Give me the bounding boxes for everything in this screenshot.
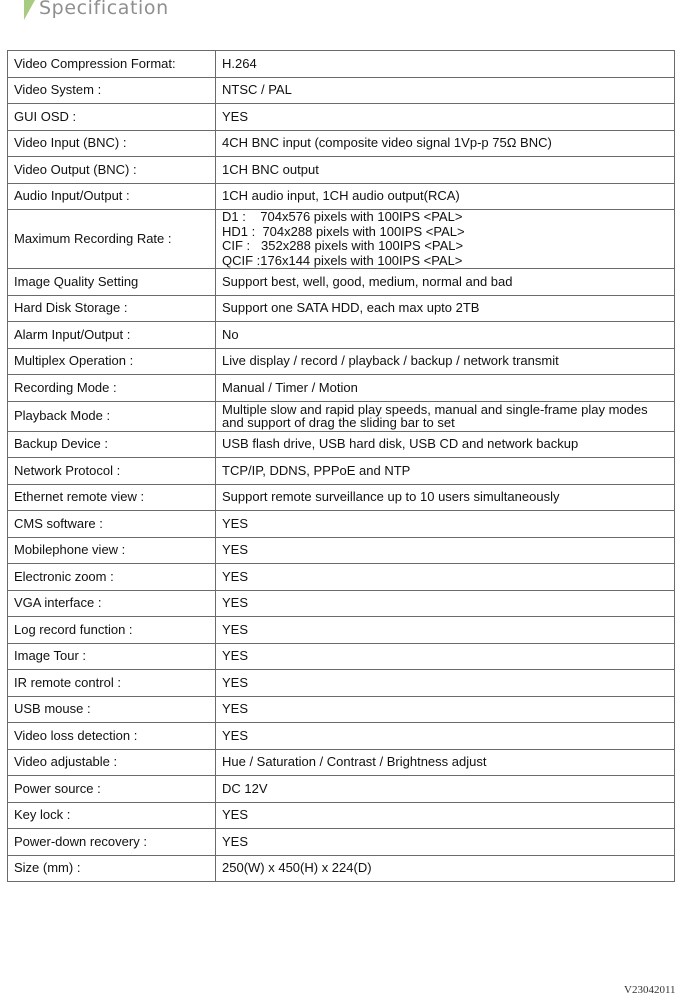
spec-label: Power-down recovery : <box>8 829 216 856</box>
playback-mode-line-2: and support of drag the sliding bar to set <box>222 415 455 430</box>
spec-value: YES <box>216 104 675 131</box>
spec-value: DC 12V <box>216 776 675 803</box>
spec-label: Video loss detection : <box>8 723 216 750</box>
spec-label: Image Tour : <box>8 643 216 670</box>
spec-label: Recording Mode : <box>8 375 216 402</box>
page-title: Specification <box>39 0 169 19</box>
spec-value: YES <box>216 802 675 829</box>
spec-value: Hue / Saturation / Contrast / Brightness adjust <box>216 749 675 776</box>
specification-table <box>7 50 675 882</box>
spec-row-video-loss-detection <box>8 723 675 750</box>
spec-label: Power source : <box>8 776 216 803</box>
spec-row-audio-input-output <box>8 183 675 210</box>
spec-row-video-input <box>8 130 675 157</box>
spec-value: Live display / record / playback / backup / network transmit <box>216 348 675 375</box>
spec-label: Network Protocol : <box>8 458 216 485</box>
spec-value: 4CH BNC input (composite video signal 1Vp-p 75Ω BNC) <box>216 130 675 157</box>
spec-label: Alarm Input/Output : <box>8 322 216 349</box>
spec-value: YES <box>216 511 675 538</box>
spec-value: NTSC / PAL <box>216 77 675 104</box>
spec-row-alarm-input-output <box>8 322 675 349</box>
spec-row-backup-device <box>8 431 675 458</box>
spec-row-key-lock <box>8 802 675 829</box>
recording-rate-line-hd1: HD1 : 704x288 pixels with 100IPS <PAL> <box>222 223 465 239</box>
spec-row-power-source <box>8 776 675 803</box>
spec-row-size <box>8 855 675 882</box>
spec-label: Video adjustable : <box>8 749 216 776</box>
version-code: V23042011 <box>624 984 676 996</box>
spec-value: Support best, well, good, medium, normal and bad <box>216 269 675 296</box>
spec-value: 1CH BNC output <box>216 157 675 184</box>
recording-rate-line-cif: CIF : 352x288 pixels with 100IPS <PAL> <box>222 238 464 253</box>
spec-label: Video Output (BNC) : <box>8 157 216 184</box>
spec-value <box>216 210 675 269</box>
spec-row-video-system <box>8 77 675 104</box>
spec-row-video-output <box>8 157 675 184</box>
spec-value: TCP/IP, DDNS, PPPoE and NTP <box>216 458 675 485</box>
spec-value: YES <box>216 723 675 750</box>
spec-label: CMS software : <box>8 511 216 538</box>
spec-row-ir-remote-control <box>8 670 675 697</box>
spec-row-usb-mouse <box>8 696 675 723</box>
spec-row-maximum-recording-rate <box>8 210 675 269</box>
spec-label: Video Input (BNC) : <box>8 130 216 157</box>
spec-row-video-adjustable <box>8 749 675 776</box>
spec-label: Electronic zoom : <box>8 564 216 591</box>
spec-value: YES <box>216 590 675 617</box>
spec-label: Maximum Recording Rate : <box>8 210 216 269</box>
spec-row-image-quality-setting <box>8 269 675 296</box>
spec-label: Audio Input/Output : <box>8 183 216 210</box>
spec-label: GUI OSD : <box>8 104 216 131</box>
spec-value: Support remote surveillance up to 10 users simultaneously <box>216 484 675 511</box>
spec-row-electronic-zoom <box>8 564 675 591</box>
spec-value: YES <box>216 564 675 591</box>
spec-label: VGA interface : <box>8 590 216 617</box>
spec-label: Video Compression Format: <box>8 51 216 78</box>
spec-value: YES <box>216 696 675 723</box>
spec-label: Log record function : <box>8 617 216 644</box>
spec-value: YES <box>216 617 675 644</box>
spec-value: YES <box>216 643 675 670</box>
spec-row-ethernet-remote-view <box>8 484 675 511</box>
recording-rate-line-qcif: QCIF :176x144 pixels with 100IPS <PAL> <box>222 252 463 268</box>
spec-label: Backup Device : <box>8 431 216 458</box>
spec-row-playback-mode <box>8 401 675 431</box>
spec-value: Manual / Timer / Motion <box>216 375 675 402</box>
spec-label: Hard Disk Storage : <box>8 295 216 322</box>
accent-slash-icon <box>24 0 35 20</box>
spec-row-log-record-function <box>8 617 675 644</box>
spec-label: Key lock : <box>8 802 216 829</box>
spec-row-image-tour <box>8 643 675 670</box>
playback-mode-line-1: Multiple slow and rapid play speeds, manual and single-frame play modes <box>222 401 648 417</box>
recording-rate-line-d1: D1 : 704x576 pixels with 100IPS <PAL> <box>222 209 463 224</box>
spec-value: 250(W) x 450(H) x 224(D) <box>216 855 675 882</box>
spec-row-vga-interface <box>8 590 675 617</box>
spec-value: 1CH audio input, 1CH audio output(RCA) <box>216 183 675 210</box>
spec-label: Image Quality Setting <box>8 269 216 296</box>
spec-label: Mobilephone view : <box>8 537 216 564</box>
spec-row-gui-osd <box>8 104 675 131</box>
spec-row-recording-mode <box>8 375 675 402</box>
spec-label: Size (mm) : <box>8 855 216 882</box>
spec-value: No <box>216 322 675 349</box>
spec-value: USB flash drive, USB hard disk, USB CD and network backup <box>216 431 675 458</box>
spec-row-power-down-recovery <box>8 829 675 856</box>
spec-label: Playback Mode : <box>8 401 216 431</box>
spec-label: USB mouse : <box>8 696 216 723</box>
spec-row-cms-software <box>8 511 675 538</box>
spec-row-video-compression-format <box>8 51 675 78</box>
spec-label: IR remote control : <box>8 670 216 697</box>
spec-row-hard-disk-storage <box>8 295 675 322</box>
spec-value <box>216 401 675 431</box>
spec-value: H.264 <box>216 51 675 78</box>
spec-row-mobilephone-view <box>8 537 675 564</box>
spec-label: Multiplex Operation : <box>8 348 216 375</box>
spec-label: Ethernet remote view : <box>8 484 216 511</box>
spec-value: YES <box>216 537 675 564</box>
spec-value: YES <box>216 829 675 856</box>
spec-label: Video System : <box>8 77 216 104</box>
spec-value: Support one SATA HDD, each max upto 2TB <box>216 295 675 322</box>
spec-row-network-protocol <box>8 458 675 485</box>
spec-row-multiplex-operation <box>8 348 675 375</box>
spec-value: YES <box>216 670 675 697</box>
page-header <box>0 0 700 30</box>
